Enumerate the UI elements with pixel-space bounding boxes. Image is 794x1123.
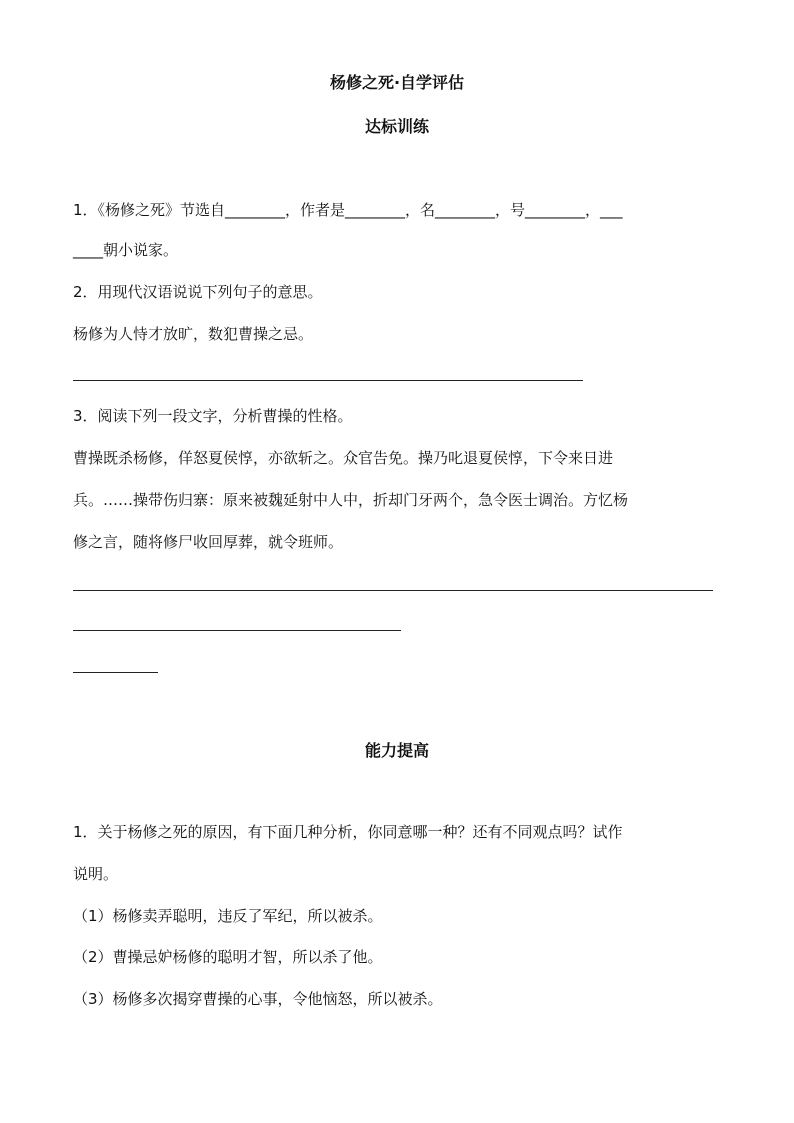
- question-1-line-2: ____朝小说家。: [73, 241, 179, 259]
- answer-line[interactable]: [73, 630, 401, 631]
- answer-line[interactable]: [73, 672, 158, 673]
- question-1-line-1: 1．《杨修之死》节选自________，作者是________，名________，号________，___: [73, 201, 623, 219]
- section-heading-standard-training: 达标训练: [364, 117, 429, 136]
- answer-line[interactable]: [73, 590, 713, 591]
- question-3-passage-line-1: 曹操既杀杨修，佯怒夏侯惇，亦欲斩之。众官告免。操乃叱退夏侯惇，下令来日进: [73, 449, 614, 467]
- question-3-prompt: 3．阅读下列一段文字，分析曹操的性格。: [73, 407, 353, 425]
- question-3-passage-line-2: 兵。……操带伤归寨：原来被魏延射中人中，折却门牙两个，急令医士调治。方忆杨: [73, 491, 629, 509]
- answer-line[interactable]: [73, 380, 583, 381]
- ability-question-1-line-1: 1．关于杨修之死的原因，有下面几种分析，你同意哪一种？还有不同观点吗？试作: [73, 823, 623, 841]
- page-title: 杨修之死·自学评估: [329, 73, 465, 92]
- question-3-passage-line-3: 修之言，随将修尸收回厚葬，就令班师。: [73, 533, 344, 551]
- option-3: （3）杨修多次揭穿曹操的心事，令他恼怒，所以被杀。: [73, 990, 443, 1008]
- option-1: （1）杨修卖弄聪明，违反了军纪，所以被杀。: [73, 907, 383, 925]
- question-2-sentence: 杨修为人恃才放旷，数犯曹操之忌。: [73, 325, 314, 343]
- option-2: （2）曹操忌妒杨修的聪明才智，所以杀了他。: [73, 948, 383, 966]
- section-heading-ability-improvement: 能力提高: [364, 741, 429, 760]
- ability-question-1-line-2: 说明。: [73, 865, 119, 883]
- question-2-prompt: 2．用现代汉语说说下列句子的意思。: [73, 283, 323, 301]
